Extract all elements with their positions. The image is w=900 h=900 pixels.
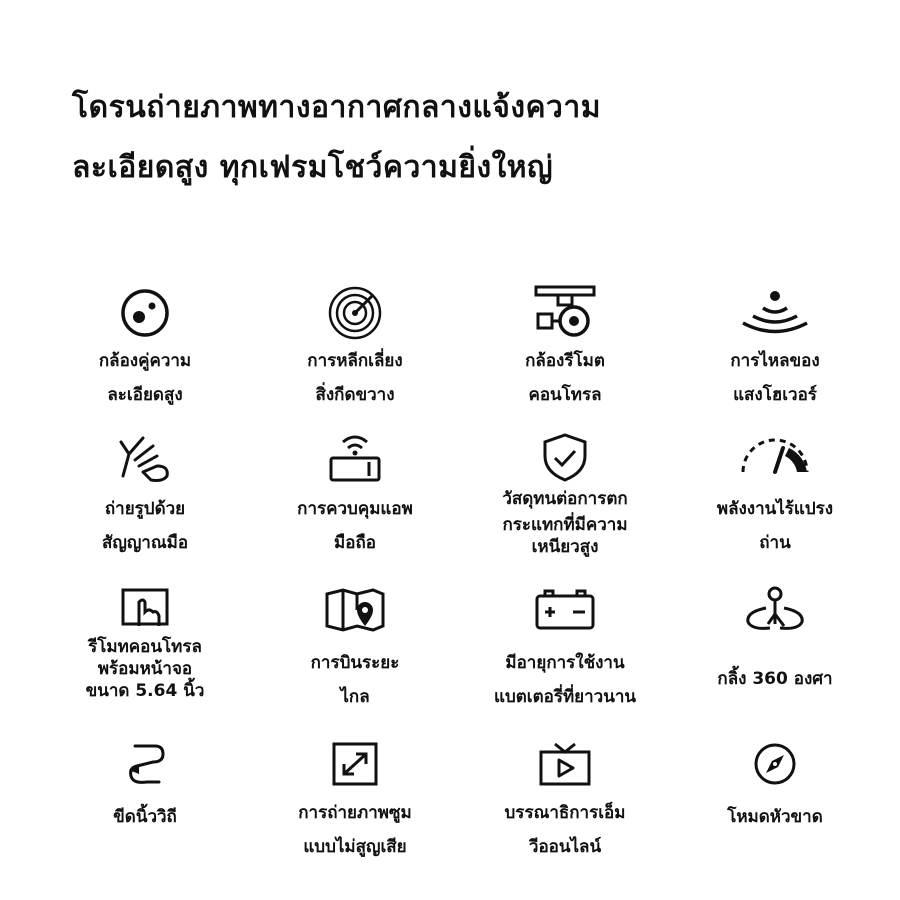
- gimbal-camera-icon: [460, 284, 670, 340]
- feature-online-editor: [460, 738, 670, 878]
- video-tv-icon: [460, 740, 670, 796]
- feature-obstacle-avoidance: [250, 282, 460, 422]
- return-arrow-icon: [40, 740, 250, 796]
- feature-label: การหลีกเลี่ยง สิ่งกีดขวาง: [307, 351, 403, 405]
- headline-line-1: โดรนถ่ายภาพทางอากาศกลางแจ้งความ: [72, 90, 602, 125]
- feature-label: การถ่ายภาพซูม แบบไม่สูญเสีย: [298, 803, 412, 857]
- feature-label: กล้องรีโมต คอนโทรล: [525, 351, 605, 405]
- headline-line-2: ละเอียดสูง ทุกเฟรมโชว์ความยิ่งใหญ่: [72, 150, 554, 185]
- feature-label: การไหลของ แสงโฮเวอร์: [730, 351, 820, 405]
- shield-check-icon: [460, 432, 670, 488]
- flip-360-icon: [670, 584, 880, 640]
- feature-label: รีโมทคอนโทรล พร้อมหน้าจอ ขนาด 5.64 นิ้ว: [85, 637, 205, 701]
- feature-dual-camera: [40, 282, 250, 422]
- feature-optical-flow: [670, 282, 880, 422]
- feature-label: พลังงานไร้แปรง ถ่าน: [716, 499, 834, 553]
- speed-gauge-icon: [670, 436, 880, 492]
- feature-app-control: [250, 430, 460, 580]
- feature-label: การควบคุมแอพ มือถือ: [297, 499, 413, 553]
- feature-label: ขีดนิ้ววิถี: [113, 807, 177, 827]
- feature-battery-life: [460, 584, 670, 734]
- feature-trajectory: [40, 738, 250, 878]
- gesture-hand-icon: [40, 432, 250, 488]
- feature-long-range: [250, 584, 460, 734]
- feature-gesture-photo: [40, 430, 250, 580]
- feature-label: ถ่ายรูปด้วย สัญญาณมือ: [101, 499, 189, 553]
- feature-flip-360: [670, 584, 880, 734]
- feature-lossless-zoom: [250, 738, 460, 878]
- battery-icon: [460, 588, 670, 644]
- dual-camera-icon: [40, 286, 250, 342]
- feature-headless-mode: [670, 738, 880, 878]
- feature-label: การบินระยะ ไกล: [310, 653, 400, 707]
- feature-label: บรรณาธิการเอ็ม วีออนไลน์: [504, 803, 626, 857]
- feature-remote-camera: [460, 282, 670, 422]
- optical-flow-icon: [670, 286, 880, 342]
- feature-label: โหมดหัวขาด: [727, 807, 823, 827]
- feature-grid: [40, 282, 880, 882]
- headline: [72, 78, 832, 198]
- feature-durable-material: [460, 430, 670, 580]
- feature-label: กล้องคู่ความ ละเอียดสูง: [98, 351, 192, 405]
- compass-icon: [670, 740, 880, 796]
- touch-screen-icon: [40, 586, 250, 642]
- feature-touch-remote: [40, 584, 250, 734]
- expand-zoom-icon: [250, 742, 460, 798]
- feature-brushless-power: [670, 430, 880, 580]
- feature-label: วัสดุทนต่อการตก กระแทกที่มีความ เหนียวสูง: [502, 489, 628, 557]
- map-pin-icon: [250, 586, 460, 642]
- feature-label: กลิ้ง 360 องศา: [717, 669, 833, 689]
- radar-icon: [250, 284, 460, 340]
- phone-app-icon: [250, 432, 460, 488]
- feature-label: มีอายุการใช้งาน แบตเตอรี่ที่ยาวนาน: [493, 653, 637, 707]
